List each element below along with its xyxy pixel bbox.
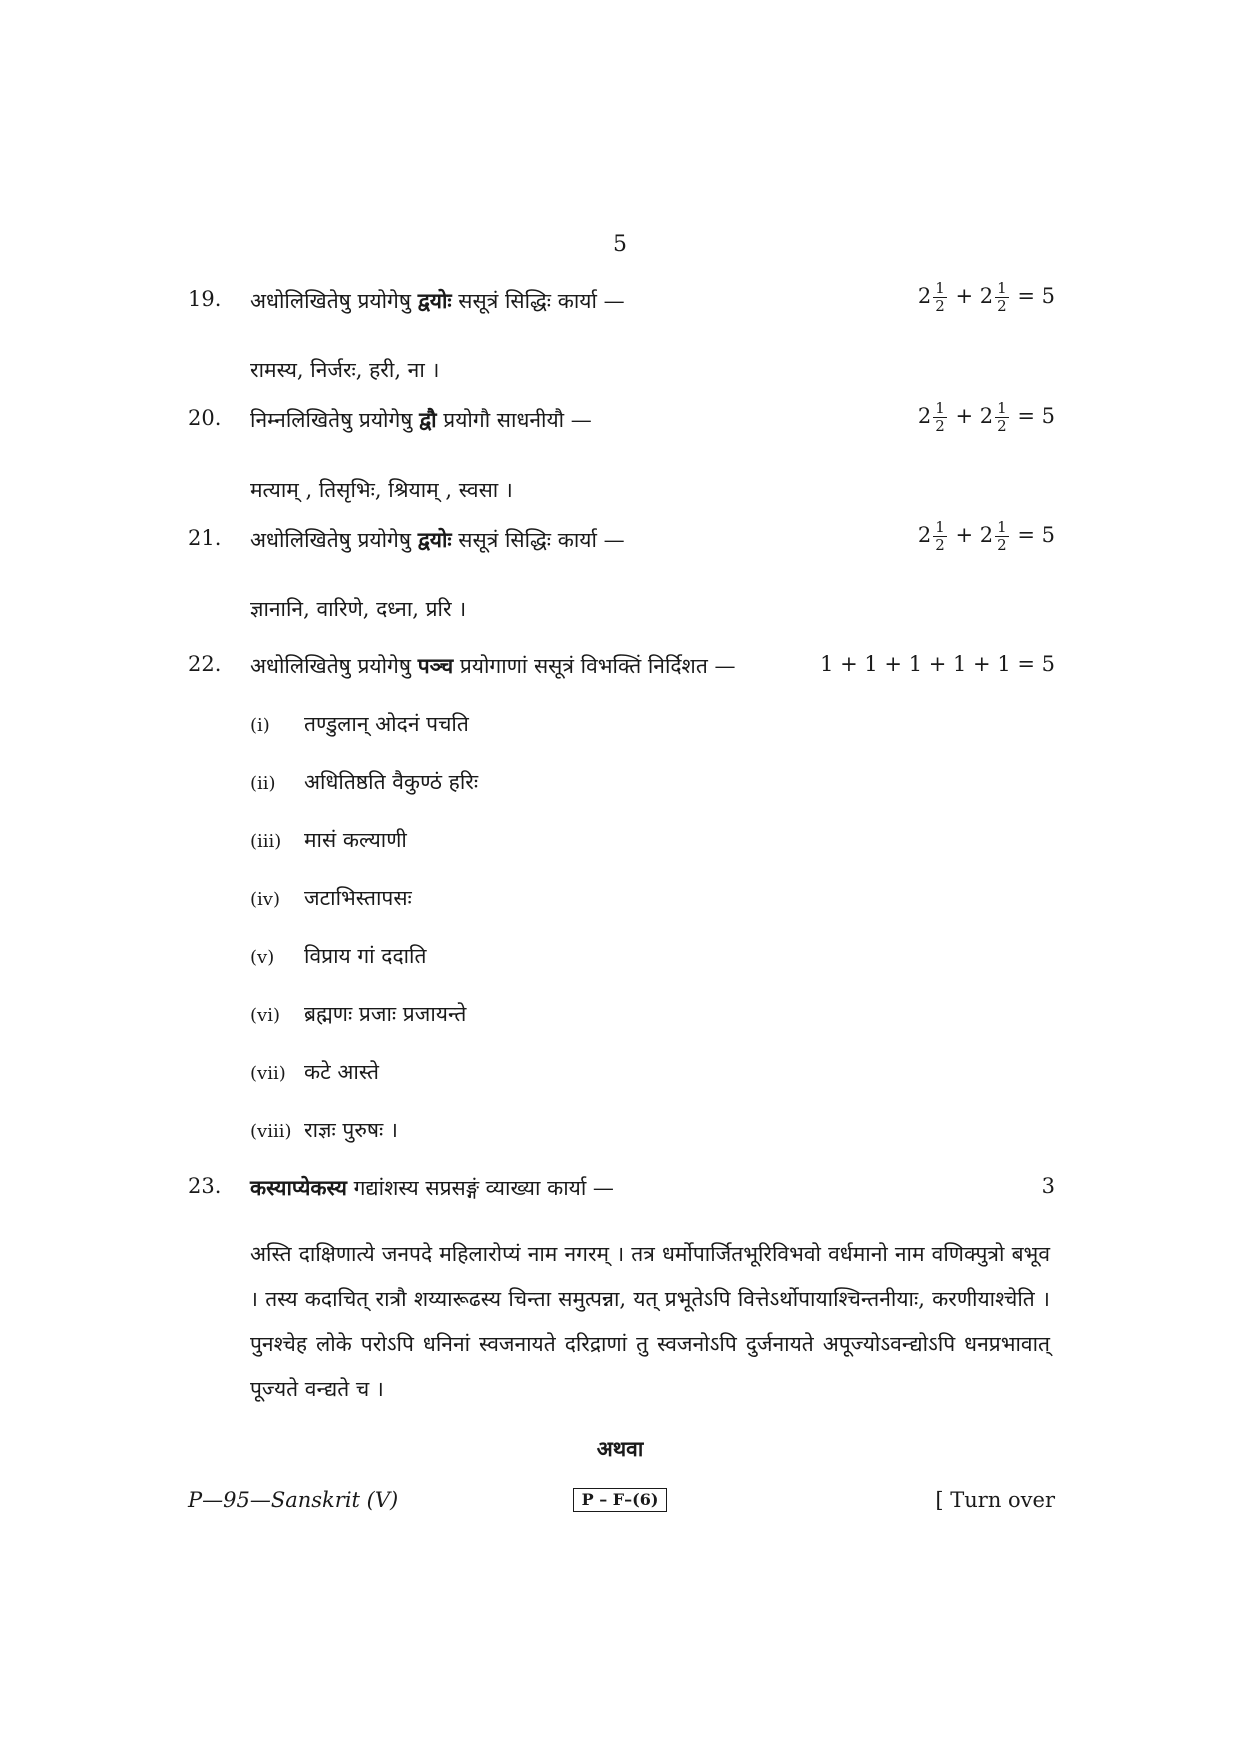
athava-heading: अथवा [596, 1436, 644, 1461]
list-item: (ii) अधितिष्ठति वैकुण्ठं हरिः [250, 770, 479, 794]
list-item: (i) तण्डुलान् ओदनं पचति [250, 712, 469, 736]
question-22-marks: 1 + 1 + 1 + 1 + 1 = 5 [820, 652, 1055, 676]
question-23-number: 23. [188, 1174, 222, 1198]
list-item: (vi) ब्रह्मणः प्रजाः प्रजायन्ते [250, 1002, 467, 1026]
question-19-words: रामस्य, निर्जरः, हरी, ना । [250, 358, 440, 382]
list-item: (iii) मासं कल्याणी [250, 828, 407, 852]
question-23-text: कस्याप्येकस्य गद्यांशस्य सप्रसङ्गं व्याख्या कार्या — [250, 1175, 614, 1200]
list-item: (vii) कटे आस्ते [250, 1060, 379, 1084]
question-20-text: निम्नलिखितेषु प्रयोगेषु द्वौ प्रयोगौ साधनीयौ — [250, 407, 592, 432]
question-21-marks: 2 $\frac{1}{2}$ + 2 $\frac{1}{2}$ = 5 [917, 518, 1055, 554]
question-20-words: मत्याम् , तिसृभिः, श्रियाम् , स्वसा । [250, 478, 513, 502]
question-19-marks: 2 $\frac{1}{2}$ + 2 $\frac{1}{2}$ = 5 [917, 279, 1055, 315]
page-number: 5 [613, 232, 627, 257]
list-item: (iv) जटाभिस्तापसः [250, 886, 412, 910]
question-21-words: ज्ञानानि, वारिणे, दध्ना, प्ररि । [250, 597, 467, 621]
question-20-marks: 2 $\frac{1}{2}$ + 2 $\frac{1}{2}$ = 5 [917, 399, 1055, 435]
list-item: (v) विप्राय गां ददाति [250, 944, 427, 968]
question-19-number: 19. [188, 287, 222, 311]
set-code-box: P – F–(6) [573, 1488, 668, 1512]
passage: अस्ति दाक्षिणात्ये जनपदे महिलारोप्यं नाम नगरम् । तत्र धर्मोपार्जितभूरिविभवो वर्धमानो नाम वणिक्पुत्रो बभूव । तस्य कदाचित् रात्रौ शय्यारूढस्य चिन्ता समुत्पन्ना, यत् प्रभूतेऽपि वित्तेऽर्थोपायाश्चिन्तनीयाः, करणीयाश्चेति । पुनश्चेह लोके परोऽपि धनिनां स्वजनायते दरिद्राणां तु स्वजनोऽपि दुर्जनायते अपूज्योऽवन्द्योऽपि धनप्रभावात् पूज्यते वन्द्यते च । [250, 1242, 1050, 1401]
question-21-number: 21. [188, 526, 222, 550]
footer-paper-code: P—95—Sanskrit (V) [188, 1488, 399, 1512]
question-20-number: 20. [188, 406, 222, 430]
question-22-number: 22. [188, 652, 222, 676]
turn-over-label: [ Turn over [935, 1488, 1055, 1512]
list-item: (viii) राज्ञः पुरुषः । [250, 1118, 398, 1142]
question-22-text: अधोलिखितेषु प्रयोगेषु पञ्च प्रयोगाणां ससूत्रं विभक्तिं निर्दिशत — [250, 653, 736, 678]
question-19-text: अधोलिखितेषु प्रयोगेषु द्वयोः ससूत्रं सिद्धिः कार्या — [250, 288, 625, 313]
question-23-marks: 3 [1041, 1174, 1055, 1198]
question-21-text: अधोलिखितेषु प्रयोगेषु द्वयोः ससूत्रं सिद्धिः कार्या — [250, 527, 625, 552]
